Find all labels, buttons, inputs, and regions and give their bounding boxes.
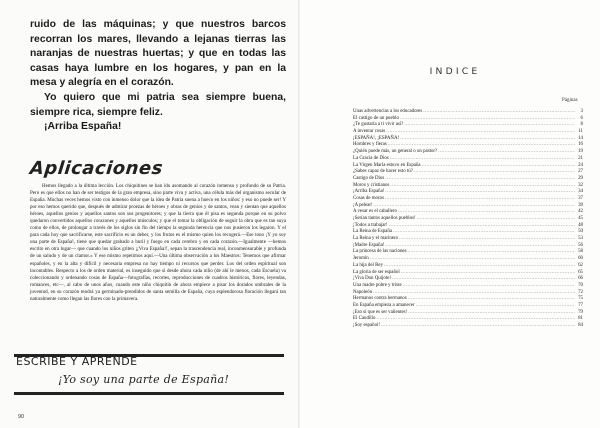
toc-entry-page: 65 (578, 269, 583, 275)
toc-entry (353, 223, 583, 230)
index-title: INDICE (429, 66, 481, 77)
toc-entry-title: Jeromín (353, 256, 369, 262)
toc-entry-page: 34 (578, 189, 583, 195)
toc-entry (353, 189, 583, 196)
toc-leader-dots (383, 263, 575, 270)
toc-entry (353, 163, 583, 170)
toc-entry (353, 176, 583, 183)
intro-slogan: ¡Arriba España! (44, 121, 122, 133)
toc-entry-title: ¡ESPAÑA!, ¡ESPAÑA! (353, 135, 400, 141)
toc-entry-page: 62 (578, 262, 583, 268)
toc-entry-title: ¡A pelear! (353, 202, 373, 208)
toc-entry-title: Castigo de Dios (353, 175, 385, 181)
toc-entry-title: La hija del Rey (353, 262, 384, 268)
toc-entry (353, 256, 583, 263)
toc-entry (353, 149, 583, 156)
toc-entry (353, 249, 583, 256)
toc-entry-title: ¡Madre España! (353, 242, 385, 248)
toc-entry-title: Hermanos contra hermanos (353, 296, 407, 302)
right-page (300, 0, 600, 428)
toc-leader-dots (372, 290, 575, 297)
toc-entry-page: 56 (578, 242, 583, 248)
toc-entry-title: La princesa de las naciones (353, 249, 407, 255)
toc-entry-title: ¿Sabes capaz de hacer esto tú? (353, 169, 413, 175)
toc-entry (353, 196, 583, 203)
toc-entry-title: ¡Todos a trabajar! (353, 222, 388, 228)
intro-paragraph-2: Yo quiero que mi patria sea siempre buena, siempre rica, siempre feliz. (30, 91, 286, 118)
toc-leader-dots (385, 129, 575, 136)
toc-entry-title: Moros y cristianos (353, 182, 390, 188)
toc-entry-page: 16 (578, 142, 583, 148)
toc-leader-dots (403, 122, 575, 129)
toc-leader-dots (380, 323, 575, 330)
toc-entry-page: 29 (578, 175, 583, 181)
toc-entry (353, 236, 583, 243)
toc-entry-page: 60 (578, 256, 583, 262)
toc-entry-title: La Reina y el marinero (353, 236, 399, 242)
toc-leader-dots (375, 316, 575, 323)
toc-entry-title: La Reina de España (353, 229, 392, 235)
toc-leader-dots (413, 169, 575, 176)
toc-leader-dots (388, 223, 575, 230)
toc-entry-page: 21 (578, 155, 583, 161)
toc-entry (353, 156, 583, 163)
toc-entry-title: Una madre pobre y triste (353, 282, 402, 288)
toc-entry-title: La Gracia de Dios (353, 155, 389, 161)
toc-entry-page: 84 (578, 323, 583, 328)
pages-column-label: Páginas (562, 98, 578, 103)
toc-entry-title: Cosas de moros (353, 195, 384, 201)
toc-entry (353, 290, 583, 297)
toc-entry (353, 136, 583, 143)
toc-entry-title: Napoleón (353, 289, 373, 295)
toc-leader-dots (384, 243, 575, 250)
toc-leader-dots (397, 209, 575, 216)
toc-leader-dots (399, 116, 575, 123)
toc-entry-title: La Virgen María estuvo en España (353, 162, 421, 168)
toc-entry-page: 58 (578, 249, 583, 255)
toc-entry-page: 66 (578, 276, 583, 282)
toc-leader-dots (398, 236, 575, 243)
toc-leader-dots (384, 176, 575, 183)
banner-script-text: ¡Yo soy una parte de España! (58, 373, 230, 386)
toc-leader-dots (402, 283, 575, 290)
toc-leader-dots (389, 156, 575, 163)
toc-entry-title: ¡Serían tantos aquellos pueblos! (353, 216, 416, 221)
toc-entry (353, 310, 583, 317)
toc-leader-dots (407, 310, 575, 317)
toc-leader-dots (391, 276, 575, 283)
toc-entry (353, 209, 583, 216)
intro-paragraph-1: ruido de las máquinas; y que nuestros barcos recorran los mares, llevando a lejanas tierras las naranjas de nuestras huertas; y que en todas las casas haya lumbre en los hogares, y pan en la mesa y alegría en el corazón. (30, 19, 286, 89)
toc-entry (353, 129, 583, 136)
toc-entry (353, 183, 583, 190)
toc-entry (353, 169, 583, 176)
toc-entry-page: 19 (578, 149, 583, 155)
toc-entry-page: 45 (578, 216, 583, 221)
toc-entry-page: 8 (580, 122, 583, 128)
toc-entry (353, 263, 583, 270)
toc-entry-title: ¡Viva Don Quijote! (353, 276, 392, 282)
toc-entry-title: El Caudillo (353, 316, 376, 322)
banner-rule-bottom (14, 392, 284, 395)
table-of-contents (353, 109, 583, 330)
toc-leader-dots (416, 216, 575, 223)
toc-leader-dots (400, 270, 575, 277)
toc-entry-page: 37 (578, 195, 583, 201)
toc-entry-page: 3 (580, 109, 583, 114)
toc-entry-title: ¿Te gustaría a ti vivir así? (353, 122, 404, 128)
toc-entry-page: 32 (578, 182, 583, 188)
toc-entry-title: ¡Eso sí que es ser valientes! (353, 309, 408, 315)
toc-leader-dots (384, 189, 575, 196)
toc-entry (353, 316, 583, 323)
toc-entry-page: 24 (578, 162, 583, 168)
toc-entry-title: La gloria de ser español (353, 269, 400, 275)
toc-leader-dots (387, 142, 575, 149)
toc-entry (353, 216, 583, 223)
toc-entry-page: 50 (578, 229, 583, 235)
toc-leader-dots (399, 136, 575, 143)
toc-entry-page: 72 (578, 289, 583, 295)
toc-entry-page: 27 (578, 169, 583, 175)
toc-leader-dots (407, 296, 575, 303)
toc-entry-title: ¿Quién puede más, un general o un pastor? (353, 149, 438, 155)
toc-leader-dots (389, 183, 575, 190)
toc-entry-page: 42 (578, 209, 583, 215)
toc-entry-title: ¡Arriba España! (353, 189, 385, 195)
toc-leader-dots (422, 109, 575, 116)
toc-entry-title: A inventar cosas (353, 129, 386, 135)
section-title: Aplicaciones (28, 158, 165, 179)
toc-entry-page: 79 (578, 309, 583, 315)
toc-entry (353, 122, 583, 129)
toc-entry-title: ¡Soy español! (353, 323, 381, 328)
toc-leader-dots (437, 149, 575, 156)
toc-leader-dots (392, 229, 575, 236)
toc-entry-page: 53 (578, 236, 583, 242)
toc-entry (353, 142, 583, 149)
toc-entry-title: Hombres y fieras (353, 142, 387, 148)
toc-entry-page: 48 (578, 222, 583, 228)
toc-entry-title: En España empieza a amanecer (353, 302, 415, 308)
toc-leader-dots (421, 163, 575, 170)
toc-entry-page: 11 (578, 129, 583, 135)
toc-entry-page: 6 (580, 115, 583, 121)
toc-entry (353, 270, 583, 277)
toc-entry-title: El castigo de un pueblo (353, 115, 399, 121)
toc-leader-dots (369, 256, 575, 263)
toc-entry (353, 283, 583, 290)
toc-entry (353, 229, 583, 236)
toc-entry-page: 77 (578, 302, 583, 308)
intro-text (30, 18, 286, 135)
toc-entry-title: Unas advertencias a los educadores (353, 109, 423, 114)
toc-entry (353, 243, 583, 250)
toc-entry-page: 14 (578, 135, 583, 141)
toc-entry-title: A vesar es el caballero (353, 209, 397, 215)
toc-entry (353, 296, 583, 303)
toc-entry (353, 323, 583, 330)
toc-entry (353, 116, 583, 123)
toc-entry-page: 70 (578, 282, 583, 288)
toc-entry-page: 39 (578, 202, 583, 208)
toc-entry (353, 203, 583, 210)
banner-title: ESCRIBE Y APRENDE (16, 355, 138, 368)
toc-entry (353, 276, 583, 283)
toc-leader-dots (384, 196, 575, 203)
toc-entry (353, 109, 583, 116)
toc-leader-dots (407, 249, 575, 256)
toc-entry-page: 75 (578, 296, 583, 302)
page-number: 90 (18, 414, 25, 420)
body-text: Hemos llegado a la última lección. Los chiquitines se han ido asomando al corazón inmenso y profundo de su Patria. Pero es que ellos no han de ser testigos de la gran empresa, sino parte viva y activa, una célula más del organismo secular de España. Muchas veces hemos visto con inmenso dolor que la idea de Patria suena a hueco en los niños: y eso no puede ser! Y por eso hemos querido que, después de admirar proezas de héroes y obras de genios y de santos, vean y sientan que aquellos héroes, aquellos genios y aquellos santos son sus progenitores; y que la tierra que él pisa es segunda porque en su polvo quedaron convertidos aquellos corazones y aquellos músculos; y que el tomar la obligación de seguir la obra que es tan suya como de ellos, de prolongar a través de los siglos sin fin del tiempo la segunda herencia que nos pusieron los legaron. Y el para cada hoy que sacrificarse, este sacrificio es un deber, y los frutos es el mismo quien los recogerá.—Ese tono ¡Y yo soy una parte de España!, tiene que quedar grabado a buril y fuego en cada cerebro y en cada corazón.—Igualmente —hemos escrito en otra lugar— que cuando los niños griten ¡¡Viva España!!, sepan la trascendencia real, inconmensurable y profunda de un saludo y de un clamor.» Y ese mismo repetimos aquí.—Una última observación a los Maestros: Tenemos que afirmar españoles, y en la alta y difícil y necesaria empresa no hay tiempo ni recursos que perder. Los del orden espiritual son incontables. Respecto a los de orden material, es inseguido que si desde ahora cada niño (de ahí le menos, cada Escuela) va coleccionando y ordenando cosas de España—fotografías, recortes, reproducciones de cuadros históricos, flores, leyendas, romances, etc—, al cabo de unos años, cuando este niño chiquitín de ahora empiece a pisar los dorados umbrales de la juventud, en su corazón tendrá ya germinado-prendidos de santa semilla de España, cuya esplendorosa floración llegará tan naturalmente como llegan las flores con la primavera. (30, 183, 286, 302)
toc-leader-dots (373, 203, 575, 210)
toc-entry (353, 303, 583, 310)
toc-entry-page: 81 (578, 316, 583, 322)
toc-leader-dots (415, 303, 575, 310)
